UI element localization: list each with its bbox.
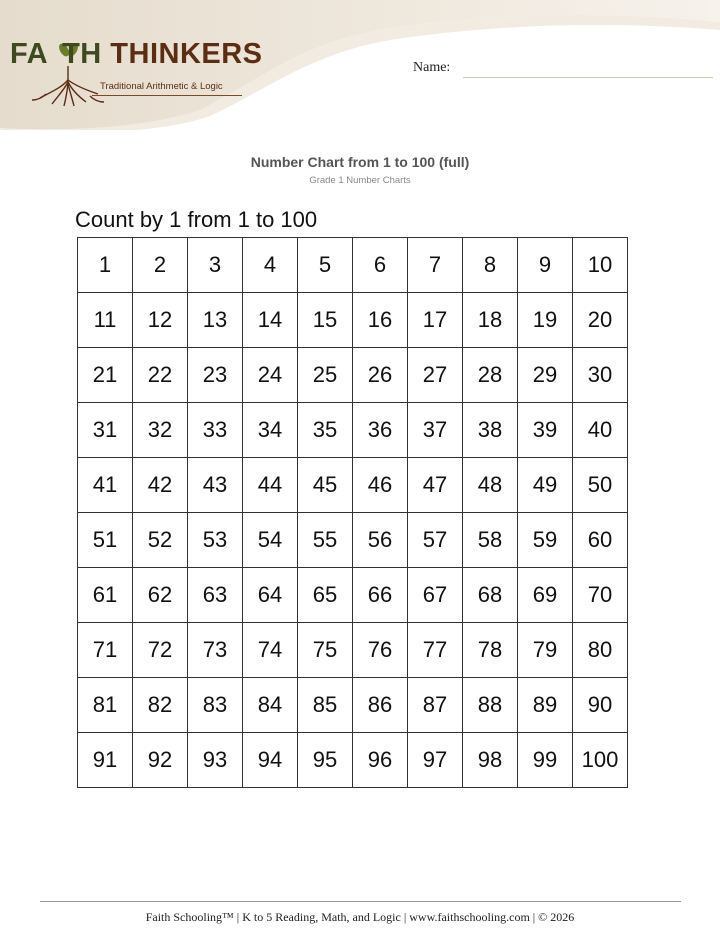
grid-cell: 56 [353,513,408,568]
grid-cell: 12 [133,293,188,348]
grid-cell: 77 [408,623,463,678]
grid-row [78,238,628,293]
grid-cell: 32 [133,403,188,458]
grid-cell: 85 [298,678,353,733]
grid-cell: 84 [243,678,298,733]
footer-divider [40,901,681,902]
grid-cell: 49 [518,458,573,513]
grid-cell: 89 [518,678,573,733]
grid-cell: 36 [353,403,408,458]
grid-cell: 59 [518,513,573,568]
grid-cell: 22 [133,348,188,403]
grid-cell: 90 [573,678,628,733]
grid-cell: 62 [133,568,188,623]
grid-cell: 87 [408,678,463,733]
grid-cell: 27 [408,348,463,403]
grid-cell: 99 [518,733,573,788]
brand-name [10,38,263,71]
grid-cell: 44 [243,458,298,513]
grid-cell: 66 [353,568,408,623]
grid-cell: 37 [408,403,463,458]
grid-cell: 97 [408,733,463,788]
grid-cell: 3 [188,238,243,293]
grid-cell: 2 [133,238,188,293]
grid-cell: 95 [298,733,353,788]
grid-cell: 73 [188,623,243,678]
grid-cell: 8 [463,238,518,293]
grid-cell: 82 [133,678,188,733]
grid-cell: 65 [298,568,353,623]
grid-cell: 16 [353,293,408,348]
grid-cell: 35 [298,403,353,458]
grid-row [78,623,628,678]
grid-cell: 45 [298,458,353,513]
grid-cell: 75 [298,623,353,678]
grid-cell: 9 [518,238,573,293]
grid-cell: 15 [298,293,353,348]
grid-cell: 14 [243,293,298,348]
grid-cell: 48 [463,458,518,513]
grid-row [78,678,628,733]
grid-cell: 80 [573,623,628,678]
grid-cell: 86 [353,678,408,733]
grid-cell: 42 [133,458,188,513]
grid-cell: 46 [353,458,408,513]
grid-cell: 76 [353,623,408,678]
grid-cell: 96 [353,733,408,788]
grid-cell: 81 [78,678,133,733]
grid-cell: 79 [518,623,573,678]
grid-cell: 28 [463,348,518,403]
brand-faith-start: FA [10,38,49,70]
grid-cell: 13 [188,293,243,348]
grid-cell: 88 [463,678,518,733]
grid-row [78,348,628,403]
grid-cell: 72 [133,623,188,678]
grid-cell: 70 [573,568,628,623]
grid-cell: 83 [188,678,243,733]
grid-row [78,293,628,348]
grid-cell: 64 [243,568,298,623]
brand-thinkers: THINKERS [110,38,263,70]
worksheet-subtitle: Grade 1 Number Charts [309,175,411,186]
grid-cell: 20 [573,293,628,348]
name-input-line[interactable] [463,77,713,78]
grid-cell: 29 [518,348,573,403]
grid-cell: 30 [573,348,628,403]
grid-cell: 53 [188,513,243,568]
tagline-rule [92,95,242,96]
grid-cell: 26 [353,348,408,403]
grid-cell: 93 [188,733,243,788]
grid-cell: 7 [408,238,463,293]
number-chart-grid [77,237,628,788]
worksheet-instruction: Count by 1 from 1 to 100 [75,207,318,232]
grid-cell: 43 [188,458,243,513]
grid-cell: 25 [298,348,353,403]
grid-cell: 68 [463,568,518,623]
grid-cell: 6 [353,238,408,293]
grid-cell: 100 [573,733,628,788]
grid-row [78,403,628,458]
grid-cell: 34 [243,403,298,458]
grid-cell: 17 [408,293,463,348]
grid-cell: 18 [463,293,518,348]
grid-cell: 47 [408,458,463,513]
grid-cell: 4 [243,238,298,293]
grid-cell: 74 [243,623,298,678]
grid-cell: 19 [518,293,573,348]
footer-text: Faith Schooling™ | K to 5 Reading, Math, and Logic | www.faithschooling.com | © 2026 [145,910,575,924]
grid-cell: 11 [78,293,133,348]
grid-cell: 52 [133,513,188,568]
grid-cell: 40 [573,403,628,458]
worksheet-title: Number Chart from 1 to 100 (full) [250,154,470,170]
grid-cell: 57 [408,513,463,568]
grid-cell: 21 [78,348,133,403]
grid-cell: 67 [408,568,463,623]
grid-cell: 23 [188,348,243,403]
grid-cell: 50 [573,458,628,513]
grid-cell: 69 [518,568,573,623]
grid-cell: 24 [243,348,298,403]
grid-cell: 31 [78,403,133,458]
grid-row [78,733,628,788]
grid-cell: 58 [463,513,518,568]
grid-cell: 38 [463,403,518,458]
grid-cell: 5 [298,238,353,293]
grid-row [78,568,628,623]
tagline: Traditional Arithmetic & Logic [100,81,223,92]
grid-cell: 39 [518,403,573,458]
grid-cell: 63 [188,568,243,623]
grid-cell: 94 [243,733,298,788]
grid-cell: 51 [78,513,133,568]
grid-cell: 60 [573,513,628,568]
grid-cell: 91 [78,733,133,788]
grid-cell: 1 [78,238,133,293]
grid-cell: 54 [243,513,298,568]
grid-cell: 71 [78,623,133,678]
grid-row [78,458,628,513]
grid-row [78,513,628,568]
brand-faith-end: TH [62,38,102,70]
grid-cell: 10 [573,238,628,293]
grid-cell: 41 [78,458,133,513]
grid-cell: 33 [188,403,243,458]
grid-cell: 55 [298,513,353,568]
grid-cell: 98 [463,733,518,788]
grid-cell: 78 [463,623,518,678]
name-label: Name: [413,60,451,75]
grid-cell: 61 [78,568,133,623]
grid-cell: 92 [133,733,188,788]
